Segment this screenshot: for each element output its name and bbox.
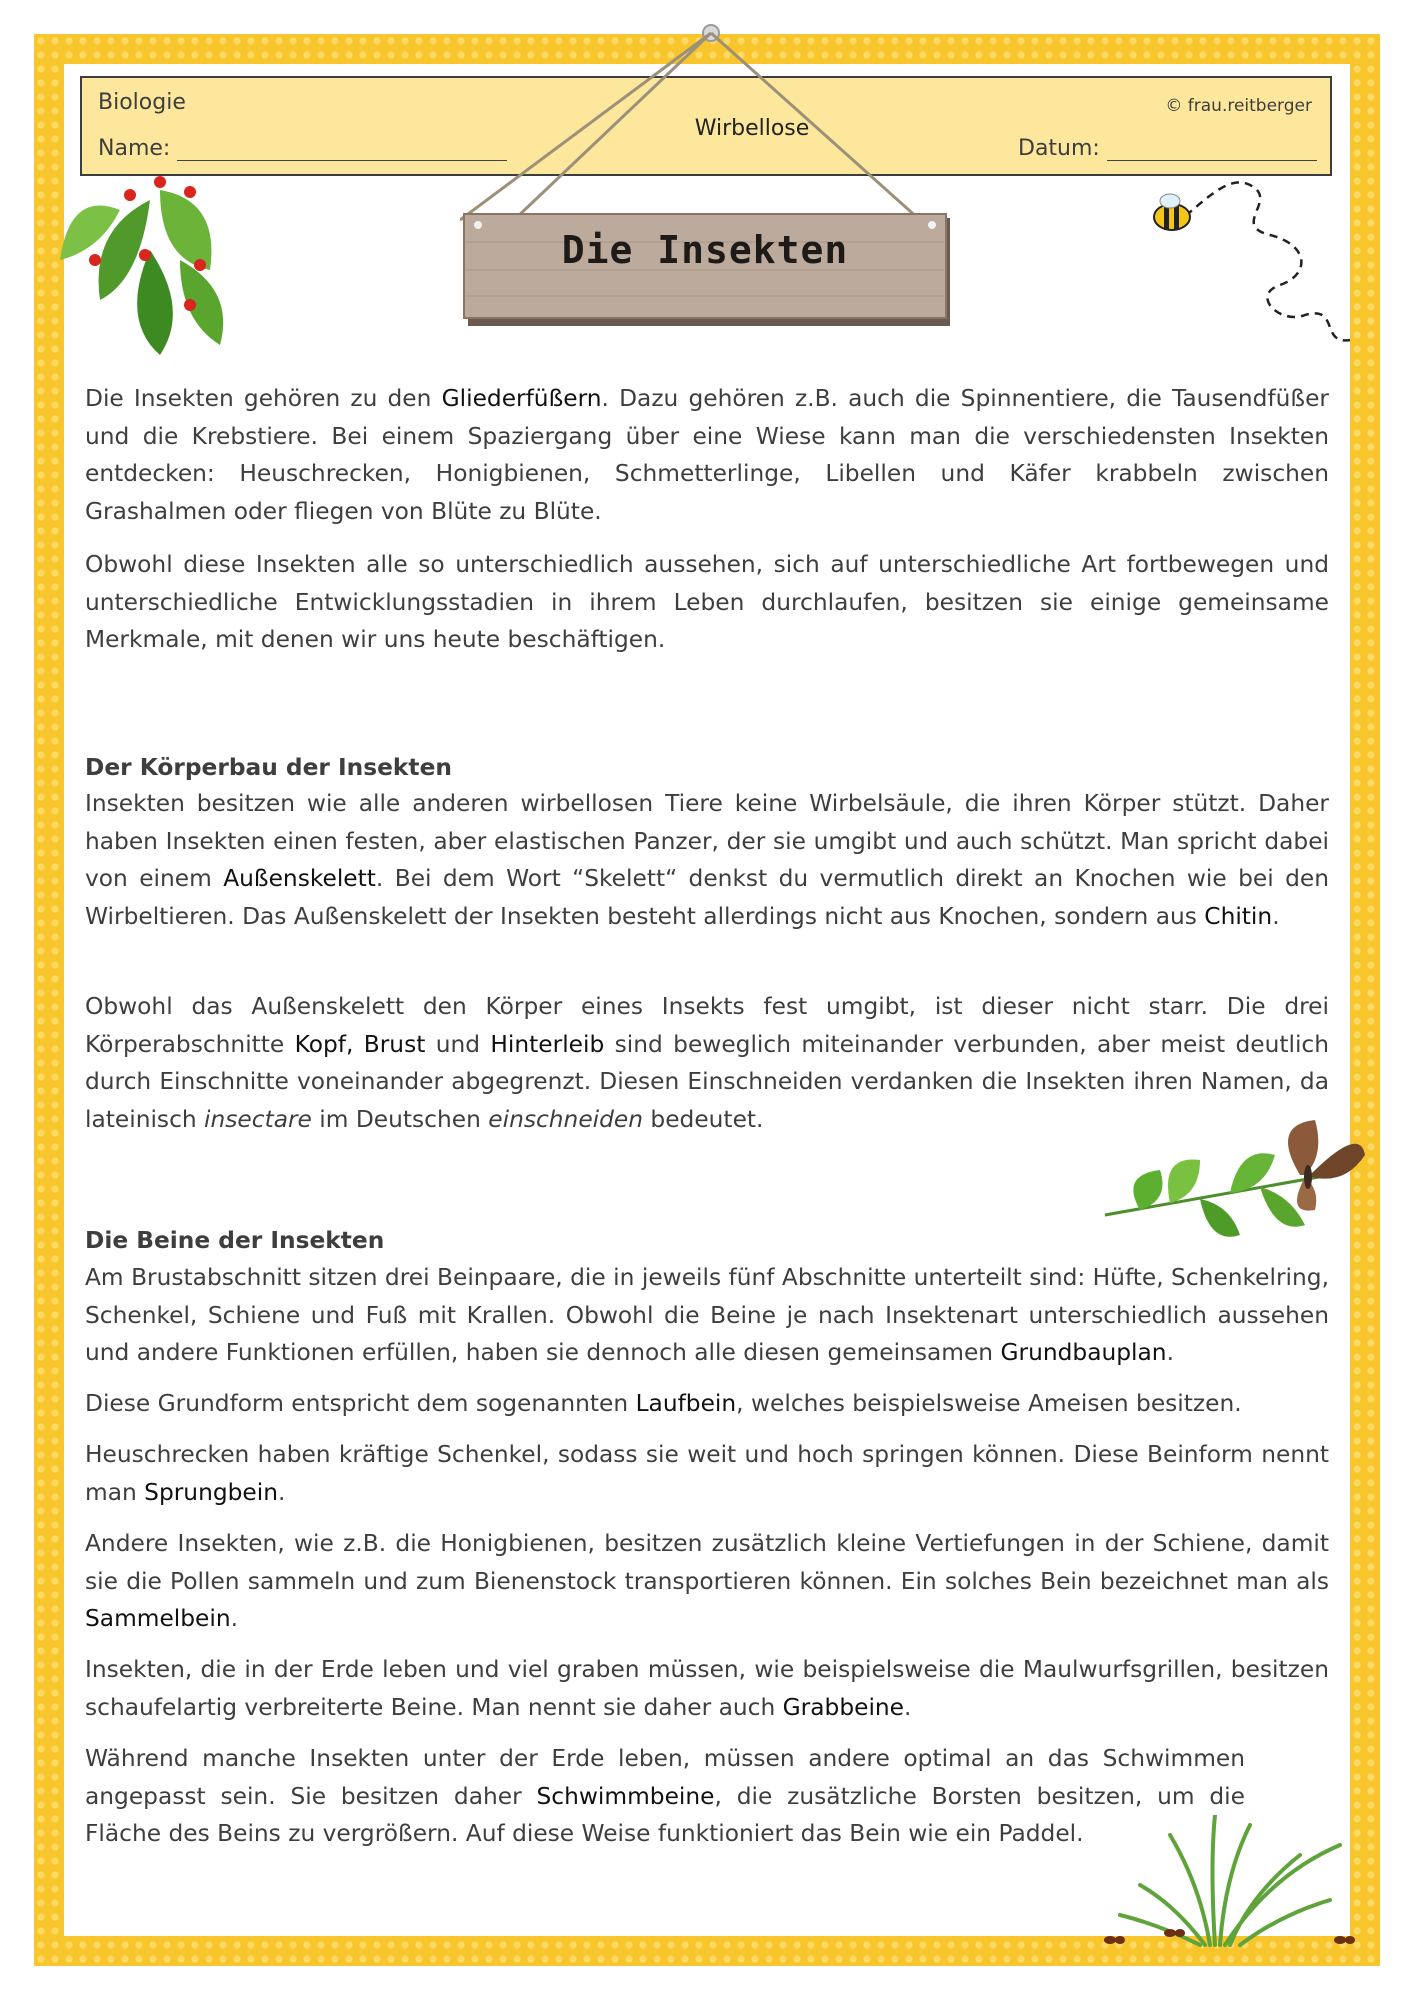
keyword: Schwimmbeine (536, 1782, 715, 1810)
keyword: Sammelbein (85, 1605, 231, 1632)
topic-label: Wirbellose (694, 116, 810, 141)
text-run: Insekten, die in der Erde leben und viel graben müssen, wie beispielsweise die Maulwurfsgrillen, besitzen schaufelartig verbreiterte Beine. Man nennt sie daher auch (85, 1656, 1329, 1721)
text-run: im Deutschen (311, 1105, 489, 1133)
text-run: . (278, 1478, 286, 1506)
date-label: Datum: (1018, 136, 1100, 161)
keyword: Grabbeine (782, 1693, 905, 1721)
text-run: Insekten besitzen wie alle anderen wirbellosen Tiere keine Wirbelsäule, die ihren Körper stützt. Daher haben Insekten einen festen, aber elastischen Panzer, der sie umgibt und auch schützt. Man spricht dabei von einem (85, 790, 1329, 892)
text-run: . (1272, 902, 1280, 930)
legs-paragraph-1 (85, 1259, 1329, 1372)
legs-paragraph-5 (85, 1651, 1329, 1726)
name-field[interactable] (177, 160, 507, 161)
text-run: Obwohl das Außenskelett den Körper eines Insekts fest umgibt, ist dieser nicht starr. Die drei Körperabschnitte (85, 993, 1329, 1058)
subject-label: Biologie (98, 90, 186, 115)
keyword: Hinterleib (490, 1030, 605, 1058)
text-run: Während manche Insekten unter der Erde leben, müssen andere optimal an das Schwimmen angepasst sein. Sie besitzen daher (85, 1745, 1245, 1810)
name-label: Name: (98, 136, 171, 161)
wooden-sign-icon (460, 20, 960, 330)
section-heading-body: Der Körperbau der Insekten (85, 754, 452, 782)
text-run: Andere Insekten, wie z.B. die Honigbienen, besitzen zusätzlich kleine Vertiefungen in der Schiene, damit sie die Pollen sammeln und zum Bienenstock transportieren können. Ein solches Bein bezeichnet man als (85, 1530, 1329, 1595)
body-paragraph-2 (85, 988, 1329, 1138)
body-paragraph-1 (85, 785, 1329, 935)
bee-icon (1140, 165, 1360, 355)
latin-term: insectare (204, 1105, 312, 1133)
intro-paragraph-2 (85, 546, 1329, 659)
text-run: Am Brustabschnitt sitzen drei Beinpaare, die in jeweils fünf Abschnitte unterteilt sind: Hüfte, Schenkelring, Schenkel, Schiene und Fuß mit Krallen. Obwohl die Beine je nach Insektenart unterschiedlich aussehen und andere Funktionen erfüllen, haben sie dennoch alle diesen gemeinsamen (85, 1264, 1329, 1366)
text-run: , die zusätzliche Borsten besitzen, um die Fläche des Beins zu vergrößern. Auf diese Weise funktioniert das Bein wie ein Paddel. (85, 1782, 1245, 1847)
legs-paragraph-2 (85, 1385, 1329, 1423)
page-title: Die Insekten (561, 228, 849, 272)
text-run: , welches beispielsweise Ameisen besitzen. (736, 1390, 1242, 1417)
latin-term: einschneiden (488, 1105, 644, 1133)
text-run: Heuschrecken haben kräftige Schenkel, sodass sie weit und hoch springen können. Diese Beinform nennt man (85, 1441, 1329, 1506)
text-run: . (1166, 1339, 1174, 1366)
keyword: Außenskelett (223, 865, 376, 892)
keyword: Sprungbein (144, 1478, 278, 1506)
text-run: . Dazu gehören z.B. auch die Spinnentiere, die Tausendfüßer und die Krebstiere. Bei einem Spaziergang über eine Wiese kann man die verschiedensten Insekten entdecken: Heuschrecken, Honigbienen, Schmetterlinge, Libellen und Käfer krabbeln zwischen Grashalmen oder fliegen von Blüte zu Blüte. (85, 385, 1329, 525)
leaves-ladybugs-icon (60, 170, 240, 360)
legs-paragraph-6 (85, 1740, 1245, 1853)
keyword: Kopf, Brust (294, 1030, 426, 1058)
keyword: Gliederfüßern (441, 385, 602, 412)
copyright-label: © frau.reitberger (1165, 96, 1312, 116)
text-run: Diese Grundform entspricht dem sogenannten (85, 1390, 636, 1417)
legs-paragraph-3 (85, 1436, 1329, 1511)
text-run: Obwohl diese Insekten alle so unterschiedlich aussehen, sich auf unterschiedliche Art fortbewegen und unterschiedliche Entwicklungsstadien in ihrem Leben durchlaufen, besitzen sie einige gemeinsame Merkmale, mit denen wir uns heute beschäftigen. (85, 551, 1329, 653)
date-field[interactable] (1107, 160, 1317, 161)
text-run: und (425, 1030, 491, 1058)
keyword: Grundbauplan (1000, 1339, 1167, 1366)
legs-paragraph-4 (85, 1525, 1329, 1638)
section-heading-legs: Die Beine der Insekten (85, 1227, 385, 1255)
text-run: . (230, 1605, 239, 1632)
text-run: bedeutet. (643, 1105, 764, 1133)
keyword: Laufbein (635, 1390, 737, 1417)
intro-paragraph-1 (85, 380, 1329, 530)
keyword: Chitin (1204, 902, 1273, 930)
text-run: sind beweglich miteinander verbunden, aber meist deutlich durch Einschnitte voneinander abgegrenzt. Diesen Einschneiden verdanken die Insekten ihren Namen, da lateinisch (85, 1030, 1329, 1133)
text-run: . (904, 1693, 912, 1721)
text-run: Die Insekten gehören zu den (85, 385, 442, 412)
text-run: . Bei dem Wort “Skelett“ denkst du vermutlich direkt an Knochen wie bei den Wirbeltieren. Das Außenskelett der Insekten besteht allerdings nicht aus Knochen, sondern aus (85, 865, 1330, 930)
